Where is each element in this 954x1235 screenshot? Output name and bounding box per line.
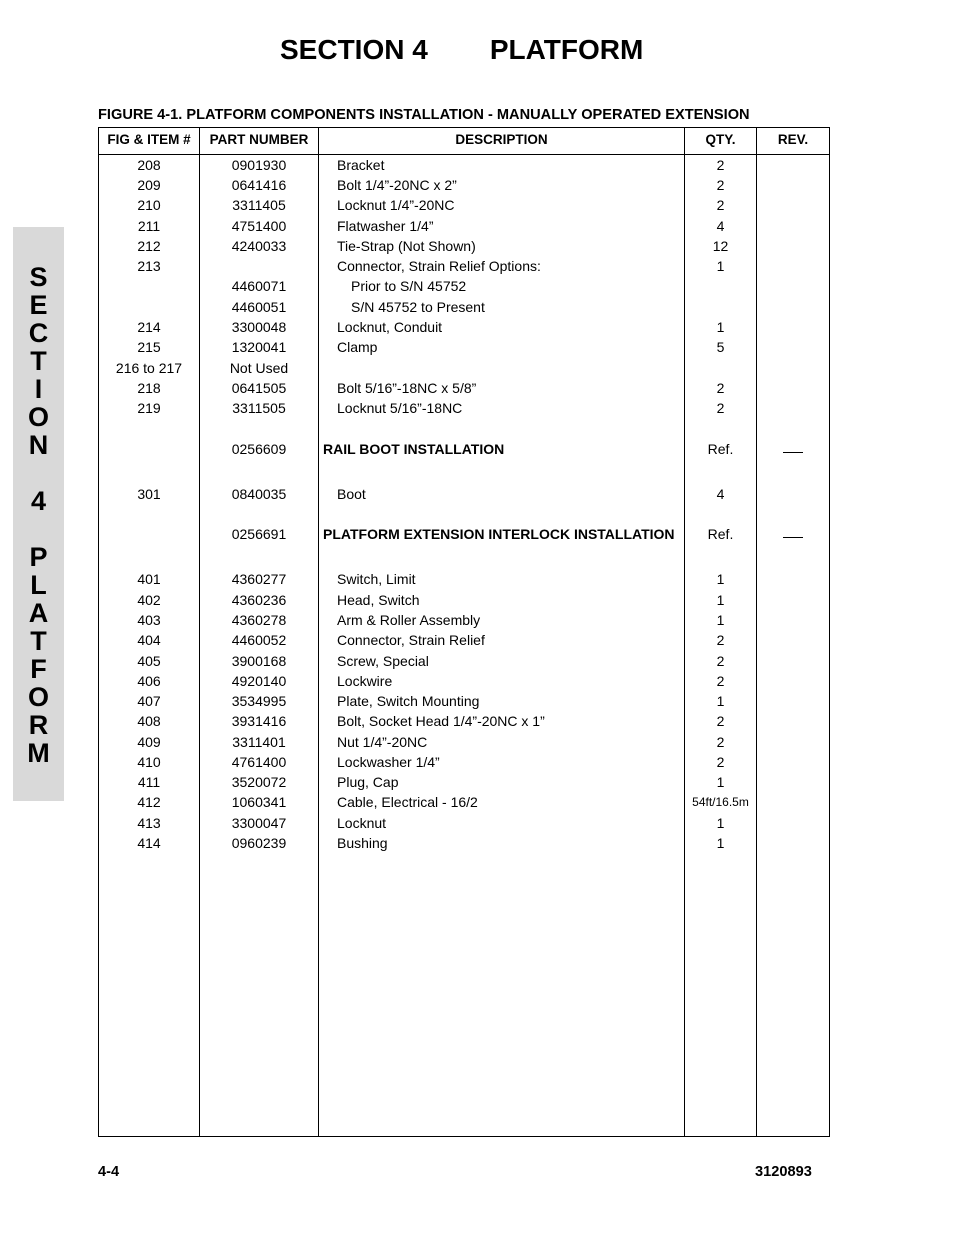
description-cell: Connector, Strain Relief Options: <box>337 258 541 274</box>
table-row <box>99 217 829 237</box>
side-tab-letter: O <box>27 402 49 432</box>
fig-item-cell: 215 <box>137 339 161 355</box>
fig-item-cell: 213 <box>137 258 161 274</box>
qty-cell: 54ft/16.5m <box>692 795 749 809</box>
table-row <box>99 672 829 692</box>
qty-cell: 1 <box>716 774 725 790</box>
description-cell: Tie-Strap (Not Shown) <box>337 238 476 254</box>
description-cell: Arm & Roller Assembly <box>337 612 481 628</box>
fig-item-cell: 210 <box>137 197 161 213</box>
fig-item-cell: 406 <box>137 673 161 689</box>
description-cell: Bolt 5/16”-18NC x 5/8” <box>337 380 477 396</box>
description-cell: Plug, Cap <box>337 774 399 790</box>
qty-cell: 2 <box>716 632 725 648</box>
qty-cell: 2 <box>716 177 725 193</box>
side-tab-letter: C <box>28 318 49 348</box>
table-row <box>99 399 829 419</box>
description-cell: S/N 45752 to Present <box>351 299 485 315</box>
description-cell: Flatwasher 1/4” <box>337 218 434 234</box>
description-cell: Locknut 5/16”-18NC <box>337 400 463 416</box>
table-row <box>99 570 829 590</box>
fig-item-cell: 411 <box>137 774 161 790</box>
side-tab-letter: N <box>28 430 49 460</box>
part-number-cell: 3300047 <box>231 815 287 831</box>
description-cell: Bolt, Socket Head 1/4”-20NC x 1” <box>337 713 545 729</box>
qty-cell: Ref. <box>707 526 734 542</box>
table-row <box>99 631 829 651</box>
part-number-cell: 0840035 <box>231 486 287 502</box>
header-qty: QTY. <box>705 132 736 147</box>
description-cell: Clamp <box>337 339 378 355</box>
side-tab-letter: T <box>30 346 47 376</box>
qty-cell: 2 <box>716 197 725 213</box>
fig-item-cell: 408 <box>137 713 161 729</box>
description-cell: Screw, Special <box>337 653 429 669</box>
section-name: PLATFORM <box>489 34 644 65</box>
part-number-cell: 0256609 <box>231 441 287 457</box>
fig-item-cell: 404 <box>137 632 161 648</box>
fig-item-cell: 218 <box>137 380 161 396</box>
qty-cell: 2 <box>716 400 725 416</box>
side-tab-letter: P <box>29 542 48 572</box>
qty-cell: 4 <box>716 218 725 234</box>
qty-cell: 2 <box>716 734 725 750</box>
fig-item-cell: 211 <box>137 218 161 234</box>
table-row <box>99 611 829 631</box>
part-number-cell: 4360278 <box>231 612 287 628</box>
side-tab-letter: R <box>28 710 49 740</box>
fig-item-cell: 405 <box>137 653 161 669</box>
side-tab-letter: E <box>29 290 48 320</box>
qty-cell: 1 <box>716 592 725 608</box>
document-number: 3120893 <box>755 1164 812 1180</box>
description-cell: Locknut 1/4”-20NC <box>337 197 455 213</box>
section-title <box>280 34 643 66</box>
part-number-cell: 0641505 <box>231 380 287 396</box>
qty-cell: 1 <box>716 815 725 831</box>
part-number-cell: 3900168 <box>231 653 287 669</box>
qty-cell: 1 <box>716 571 725 587</box>
side-tab-letter: 4 <box>30 486 47 516</box>
side-tab-letter: M <box>27 738 50 768</box>
fig-item-cell: 407 <box>137 693 161 709</box>
part-number-cell: 4920140 <box>231 673 287 689</box>
table-row <box>99 338 829 358</box>
side-tab-letter: F <box>30 654 47 684</box>
qty-cell: 1 <box>716 319 725 335</box>
fig-item-cell: 216 to 217 <box>115 360 183 376</box>
part-number-cell: 1320041 <box>231 339 287 355</box>
table-row <box>99 773 829 793</box>
description-cell: Plate, Switch Mounting <box>337 693 480 709</box>
header-divider <box>99 154 829 155</box>
qty-cell: 2 <box>716 754 725 770</box>
table-row <box>99 692 829 712</box>
part-number-cell: 0960239 <box>231 835 287 851</box>
fig-item-cell: 410 <box>137 754 161 770</box>
description-cell: Cable, Electrical - 16/2 <box>337 794 478 810</box>
parts-table <box>98 127 830 1137</box>
qty-cell: 1 <box>716 693 725 709</box>
side-tab-letter: A <box>28 598 49 628</box>
fig-item-cell: 214 <box>137 319 161 335</box>
description-cell: PLATFORM EXTENSION INTERLOCK INSTALLATION <box>323 526 675 542</box>
description-cell: Bolt 1/4”-20NC x 2” <box>337 177 457 193</box>
qty-cell: 12 <box>712 238 729 254</box>
description-cell: Head, Switch <box>337 592 420 608</box>
table-row <box>99 359 829 379</box>
description-cell: RAIL BOOT INSTALLATION <box>323 441 505 457</box>
rev-dash <box>783 452 803 453</box>
qty-cell: 1 <box>716 835 725 851</box>
fig-item-cell: 219 <box>137 400 161 416</box>
part-number-cell: 4360236 <box>231 592 287 608</box>
part-number-cell: 4360277 <box>231 571 287 587</box>
table-row <box>99 318 829 338</box>
table-row <box>99 196 829 216</box>
part-number-cell: 0901930 <box>231 157 287 173</box>
part-number-cell: 4761400 <box>231 754 287 770</box>
fig-item-cell: 212 <box>137 238 161 254</box>
header-fig-item: FIG & ITEM # <box>107 132 191 147</box>
table-row <box>99 485 829 505</box>
table-row <box>99 814 829 834</box>
qty-cell: 2 <box>716 653 725 669</box>
part-number-cell: 4460071 <box>231 278 287 294</box>
part-number-cell: 4240033 <box>231 238 287 254</box>
part-number-cell: 0641416 <box>231 177 287 193</box>
description-cell: Lockwire <box>337 673 393 689</box>
header-rev: REV. <box>777 132 809 147</box>
description-cell: Bracket <box>337 157 385 173</box>
fig-item-cell: 413 <box>137 815 161 831</box>
side-tab-letter: O <box>27 682 49 712</box>
side-tab-letter: L <box>30 570 47 600</box>
part-number-cell: 1060341 <box>231 794 287 810</box>
table-row <box>99 379 829 399</box>
table-row <box>99 793 829 813</box>
fig-item-cell: 401 <box>137 571 161 587</box>
description-cell: Locknut, Conduit <box>337 319 443 335</box>
header-part-number: PART NUMBER <box>209 132 309 147</box>
table-row <box>99 156 829 176</box>
part-number-cell: Not Used <box>229 360 289 376</box>
fig-item-cell: 208 <box>137 157 161 173</box>
description-cell: Locknut <box>337 815 387 831</box>
section-number: SECTION 4 <box>280 34 428 65</box>
qty-cell: 1 <box>716 258 725 274</box>
description-cell: Prior to S/N 45752 <box>351 278 467 294</box>
description-cell: Lockwasher 1/4” <box>337 754 440 770</box>
table-row <box>99 257 829 277</box>
qty-cell: 4 <box>716 486 725 502</box>
table-row <box>99 733 829 753</box>
table-row <box>99 237 829 257</box>
side-tab-letter: T <box>30 626 47 656</box>
table-row <box>99 591 829 611</box>
description-cell: Boot <box>337 486 366 502</box>
table-row <box>99 440 829 460</box>
qty-cell: 2 <box>716 380 725 396</box>
rev-cell <box>757 440 829 458</box>
part-number-cell: 4751400 <box>231 218 287 234</box>
side-tab-letter: S <box>29 262 48 292</box>
fig-item-cell: 209 <box>137 177 161 193</box>
part-number-cell: 3534995 <box>231 693 287 709</box>
qty-cell: 2 <box>716 713 725 729</box>
description-cell: Bushing <box>337 835 388 851</box>
description-cell: Switch, Limit <box>337 571 416 587</box>
fig-item-cell: 412 <box>137 794 161 810</box>
part-number-cell: 3311401 <box>232 734 286 750</box>
qty-cell: 1 <box>716 612 725 628</box>
part-number-cell: 3300048 <box>231 319 287 335</box>
qty-cell: Ref. <box>707 441 734 457</box>
table-row <box>99 712 829 732</box>
fig-item-cell: 402 <box>137 592 161 608</box>
table-row <box>99 525 829 545</box>
qty-cell: 5 <box>716 339 725 355</box>
description-cell: Connector, Strain Relief <box>337 632 485 648</box>
part-number-cell: 3311505 <box>232 400 286 416</box>
qty-cell: 2 <box>716 673 725 689</box>
description-cell: Nut 1/4”-20NC <box>337 734 428 750</box>
table-row <box>99 277 829 297</box>
part-number-cell: 3520072 <box>231 774 287 790</box>
header-description: DESCRIPTION <box>455 132 548 147</box>
rev-dash <box>783 537 803 538</box>
part-number-cell: 4460052 <box>231 632 287 648</box>
fig-item-cell: 414 <box>137 835 161 851</box>
table-row <box>99 834 829 854</box>
figure-caption: FIGURE 4-1. PLATFORM COMPONENTS INSTALLATION - MANUALLY OPERATED EXTENSION <box>98 107 750 123</box>
fig-item-cell: 409 <box>137 734 161 750</box>
part-number-cell: 3311405 <box>232 197 286 213</box>
page-number: 4-4 <box>98 1164 120 1180</box>
table-row <box>99 176 829 196</box>
part-number-cell: 4460051 <box>231 299 287 315</box>
table-row <box>99 298 829 318</box>
part-number-cell: 0256691 <box>231 526 287 542</box>
side-tab-letter: I <box>34 374 43 404</box>
fig-item-cell: 301 <box>137 486 161 502</box>
table-row <box>99 652 829 672</box>
qty-cell: 2 <box>716 157 725 173</box>
rev-cell <box>757 525 829 543</box>
table-row <box>99 753 829 773</box>
fig-item-cell: 403 <box>137 612 161 628</box>
section-side-tab <box>13 227 64 801</box>
part-number-cell: 3931416 <box>231 713 287 729</box>
